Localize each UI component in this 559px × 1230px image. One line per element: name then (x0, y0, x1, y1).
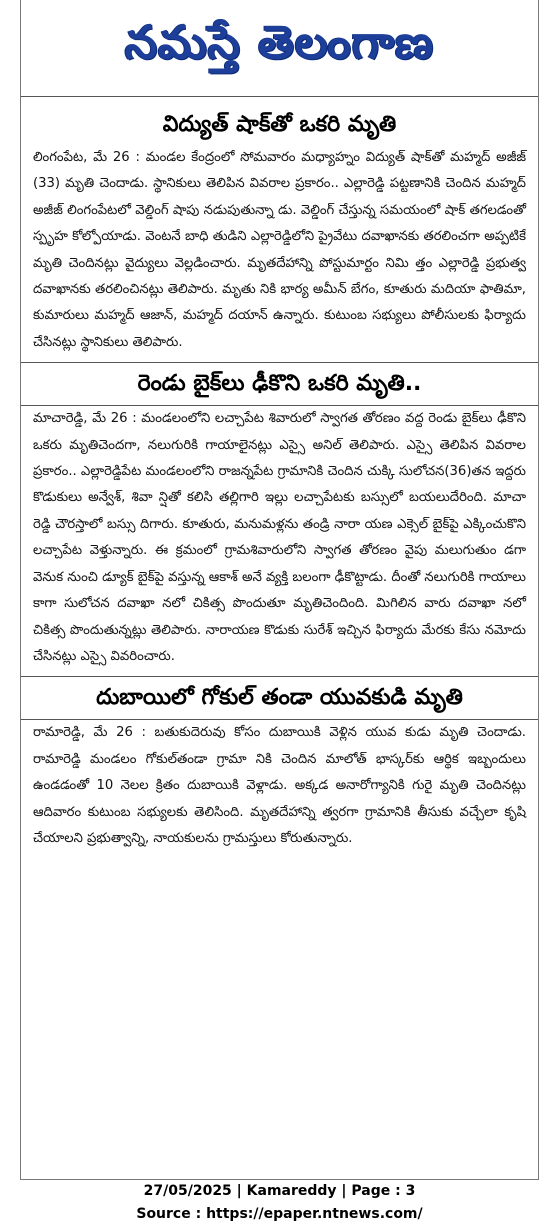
article-headline: విద్యుత్ షాక్‌తో ఒకరి మృతి (162, 112, 397, 137)
article-body: మాచారెడ్డి, మే 26 : మండలంలోని లచ్చాపేట శివారులో స్వాగత తోరణం వద్ద రెండు బైక్‌లు ఢీకొని ఒకరు మృతిచెందగా, నలుగురికి గాయాలైనట్లు ఎస్సై అనిల్ తెలిపారు. ఎస్సై తెలిపిన వివరాల ప్రకారం.. ఎల్లారెడ్డిపేట మండలంలోని రాజన్నపేట గ్రామానికి చెందిన చుక్కి సులోచన(36)తన ఇద్దరు కొడుకులు అన్వేశ్, శివా న్షితో కలిసి తల్లిగారి ఇల్లు లచ్చాపేటకు బస్సులో బయలుదేరింది. మాచా రెడ్డి చౌరస్తాలో బస్సు దిగారు. కూతురు, మనుమళ్లను తండ్రి నారా యణ ఎక్సెల్ బైక్‌పై ఎక్కించుకొని లచ్చాపేట వెళ్తున్నారు. ఈ క్రమంలో గ్రామశివారులోని స్వాగత తోరణం వైపు మలుగుతుం డగా వెనుక నుంచి డ్యూక్ బైక్‌పై వస్తున్న ఆకాశ్ అనే వ్యక్తి బలంగా ఢీకొట్టాడు. దీంతో నలుగురికి గాయాలు కాగా సులోచన దవాఖా నలో చికిత్స పొందుతూ మృతిచెందింది. మిగిలిన వారు దవాఖా నలో చికిత్స పొందుతున్నట్లు తెలిపారు. నారాయణ కొడుకు సురేశ్ ఇచ్చిన ఫిర్యాదు మేరకు కేసు నమోదు చేసినట్లు ఎస్సై వివరించారు. (33, 411, 526, 664)
masthead (21, 0, 538, 96)
divider (21, 96, 538, 97)
page-footer (0, 1180, 559, 1226)
article-body: లింగంపేట, మే 26 : మండల కేంద్రంలో సోమవారం మధ్యాహ్నం విద్యుత్ షాక్‌తో మహ్మద్ అజీజ్ (33) మృతి చెందాడు. స్థానికులు తెలిపిన వివరాల ప్రకారం.. ఎల్లారెడ్డి పట్టణానికి చెందిన మహ్మద్ అజీజ్ లింగంపేటలో వెల్డింగ్ షాపు నడుపుతున్నా డు. వెల్డింగ్ చేస్తున్న సమయంలో షాక్ తగలడంతో స్పృహ కోల్పోయాడు. వెంటనే బాధి తుడిని ఎల్లారెడ్డిలోని ప్రైవేటు దవాఖానకు తరలించగా అప్పటికే మృతి చెందినట్లు వైద్యులు వెల్లడించారు. మృతదేహాన్ని పోస్టుమార్టం నిమి త్తం ఎల్లారెడ్డి ప్రభుత్వ దవాఖానకు తరలించినట్లు తెలిపారు. మృతు నికి భార్య అమీన్ బేగం, కూతురు మదియా ఫాతిమా, కుమారులు మహ్మద్ ఆజాన్, మహ్మద్ దయాన్ ఉన్నారు. కుటుంబ సభ్యులు పోలీసులకు ఫిర్యాదు చేసినట్లు స్థానికులు తెలిపారు. (33, 150, 526, 350)
article-headline: రెండు బైక్‌లు ఢీకొని ఒకరి మృతి.. (137, 371, 422, 397)
footer-source-line: Source : https://epaper.ntnews.com/ (136, 1206, 423, 1222)
article-3 (21, 677, 538, 852)
article-headline: దుబాయిలో గోకుల్ తండా యువకుడి మృతి (96, 685, 463, 711)
article-body: రామారెడ్డి, మే 26 : బతుకుదెరువు కోసం దుబాయికి వెళ్లిన యువ కుడు మృతి చెందాడు. రామారెడ్డి మండలం గోకుల్‌తండా గ్రామా నికి చెందిన మాలోత్ భాస్కర్‌కు ఆర్థిక ఇబ్బందులు ఉండడంతో 10 నెలల క్రితం దుబాయికి వెళ్లాడు. అక్కడ అనారోగ్యానికి గురై మృతి చెందినట్లు ఆదివారం కుటుంబ సభ్యులకు తెలిసింది. మృతదేహాన్ని త్వరగా గ్రామానికి తీసుకు వచ్చేలా కృషి చేయాలని ప్రభుత్వాన్ని, నాయకులను గ్రామస్తులు కోరుతున్నారు. (33, 725, 526, 846)
masthead-title: నమస్తే తెలంగాణ (124, 15, 435, 69)
article-2 (21, 363, 538, 670)
article-1 (21, 105, 538, 356)
footer-date-line: 27/05/2025 | Kamareddy | Page : 3 (143, 1183, 416, 1199)
newspaper-clipping (20, 0, 539, 1180)
